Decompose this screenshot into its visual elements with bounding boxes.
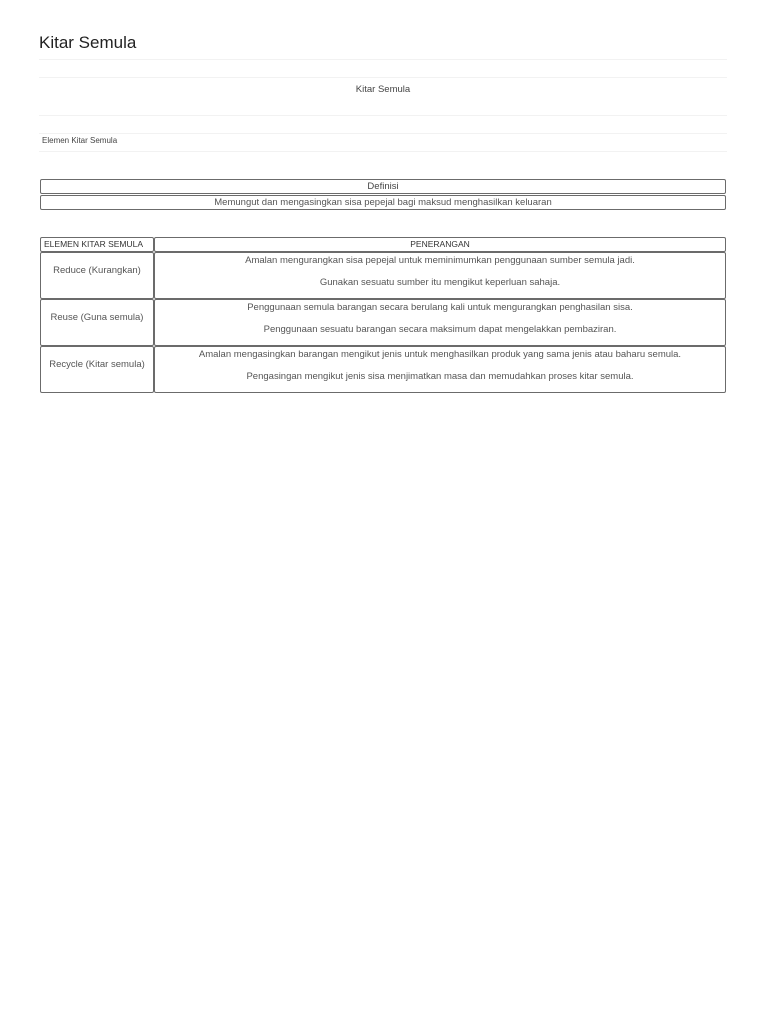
document-subtitle: Kitar Semula — [355, 84, 411, 95]
divider — [39, 133, 727, 134]
table-header-row — [40, 237, 726, 252]
description-line: Penggunaan semula barangan secara berulang kali untuk mengurangkan penghasilan sisa. — [247, 302, 633, 313]
divider — [39, 151, 727, 152]
table-row — [40, 299, 726, 346]
description-cell — [154, 252, 726, 299]
description-cell — [154, 346, 726, 393]
description-line: Amalan mengasingkan barangan mengikut jenis untuk menghasilkan produk yang sama jenis atau baharu semula. — [198, 349, 682, 360]
section-label: Elemen Kitar Semula — [42, 136, 118, 145]
description-line: Gunakan sesuatu sumber itu mengikut keperluan sahaja. — [319, 277, 561, 288]
elements-table — [40, 237, 726, 393]
table-header-element: ELEMEN KITAR SEMULA — [40, 237, 154, 252]
table-header-description: PENERANGAN — [154, 237, 726, 252]
element-cell: Reuse (Guna semula) — [40, 299, 154, 346]
element-cell: Reduce (Kurangkan) — [40, 252, 154, 299]
element-cell: Recycle (Kitar semula) — [40, 346, 154, 393]
description-line: Amalan mengurangkan sisa pepejal untuk meminimumkan penggunaan sumber semula jadi. — [245, 255, 635, 266]
table-row — [40, 346, 726, 393]
description-line: Penggunaan sesuatu barangan secara maksimum dapat mengelakkan pembaziran. — [263, 324, 617, 335]
table-row — [40, 252, 726, 299]
definition-header: Definisi — [40, 179, 726, 194]
description-cell — [154, 299, 726, 346]
divider — [39, 115, 727, 116]
divider — [39, 77, 727, 78]
divider — [39, 59, 727, 60]
description-line: Pengasingan mengikut jenis sisa menjimatkan masa dan memudahkan proses kitar semula. — [246, 371, 634, 382]
page-title: Kitar Semula — [39, 33, 137, 52]
definition-text: Memungut dan mengasingkan sisa pepejal bagi maksud menghasilkan keluaran — [40, 195, 726, 210]
